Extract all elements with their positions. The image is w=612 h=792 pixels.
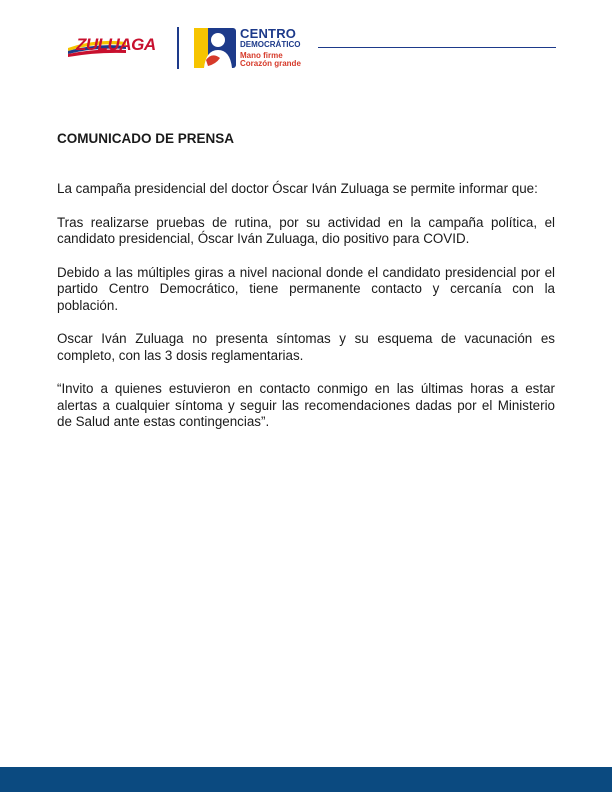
centro-democratico-logo bbox=[192, 26, 310, 70]
paragraph: Debido a las múltiples giras a nivel nacional donde el candidato presidencial por el partido Centro Democrático, tiene permanente contacto y cercanía con la población. bbox=[57, 264, 555, 313]
paragraph: La campaña presidencial del doctor Óscar Iván Zuluaga se permite informar que: bbox=[57, 181, 538, 196]
paragraph: Oscar Iván Zuluaga no presenta síntomas y su esquema de vacunación es completo, con las 3 dosis reglamentarias. bbox=[57, 331, 555, 363]
letterhead bbox=[0, 0, 612, 90]
party-slogan-line1: Mano firme bbox=[240, 51, 283, 60]
zuluaga-logo bbox=[66, 34, 162, 62]
paragraph: Tras realizarse pruebas de rutina, por su actividad en la campaña política, el candidato presidencial, Óscar Iván Zuluaga, dio positivo para COVID. bbox=[57, 214, 555, 246]
party-slogan-line2: Corazón grande bbox=[240, 59, 301, 68]
footer-band bbox=[0, 767, 612, 792]
header-rule bbox=[318, 47, 556, 48]
party-name-subtitle: DEMOCRÁTICO bbox=[240, 40, 301, 49]
press-release-body bbox=[57, 130, 555, 431]
party-name-title: CENTRO bbox=[240, 26, 297, 41]
page-title: COMUNICADO DE PRENSA bbox=[57, 131, 235, 146]
paragraph: “Invito a quienes estuvieron en contacto conmigo en las últimas horas a estar alertas a cualquier síntoma y seguir las recomendaciones dadas por el Ministerio de Salud ante estas contingencias”. bbox=[57, 381, 555, 429]
zuluaga-logo-text: ZULUAGA bbox=[76, 35, 156, 54]
party-emblem-icon bbox=[192, 26, 238, 70]
logo-divider bbox=[177, 27, 179, 69]
